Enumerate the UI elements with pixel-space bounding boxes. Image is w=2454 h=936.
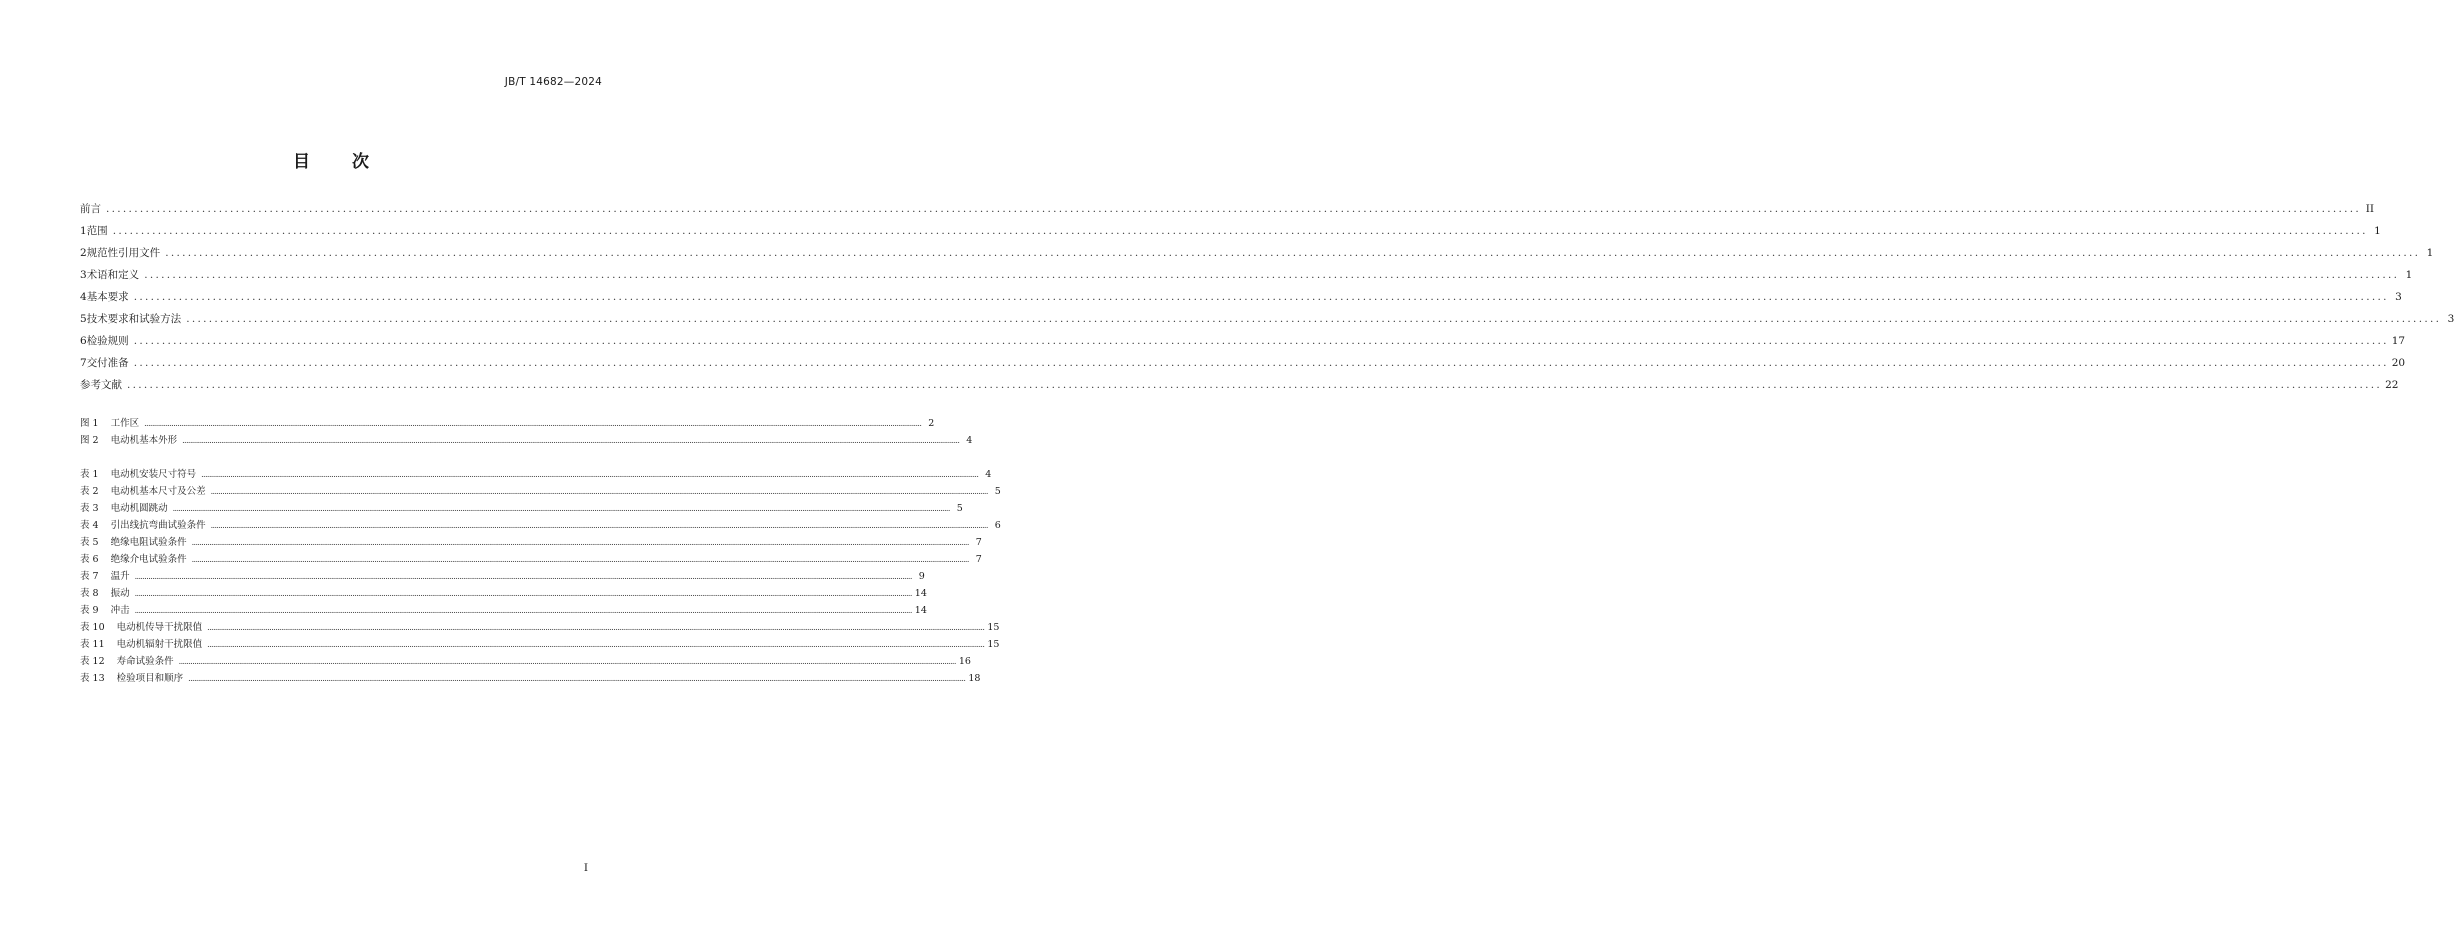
toc-entry-table-4[interactable] <box>80 517 1001 533</box>
toc-entry-label: 绝缘电阻试验条件 <box>110 537 187 548</box>
toc-entry-label: 范围 <box>86 225 108 237</box>
toc-entry-table-11[interactable] <box>80 636 1000 652</box>
toc-entry-label: 术语和定义 <box>86 269 140 281</box>
toc-entry-table-3[interactable] <box>80 500 963 516</box>
toc-entry-page: 15 <box>987 639 1000 650</box>
toc-entry-table-13[interactable] <box>80 670 981 686</box>
dot-leader: ................................................................................................................................................................................................................................................................................................................................................................................................................ <box>134 606 912 615</box>
toc-entry-page: 4 <box>966 435 973 446</box>
dot-leader: ................................................................................................................................................................................................................................................................................................................................................................................................................ <box>144 269 2400 281</box>
toc-entry-page: 5 <box>994 486 1001 497</box>
standard-code: JB/T 14682—2024 <box>504 76 602 88</box>
toc-entry-number: 表 3 <box>80 503 99 514</box>
toc-entry-number: 表 4 <box>80 520 99 531</box>
toc-entry-table-7[interactable] <box>80 568 925 584</box>
toc-entry-page: 18 <box>968 673 981 684</box>
toc-entry-table-2[interactable] <box>80 483 1001 499</box>
toc-entry-label: 前言 <box>80 203 101 215</box>
toc-entry-chapter-3[interactable] <box>80 267 2413 283</box>
toc-entry-page: 1 <box>2426 247 2434 259</box>
toc-entry-page: 1 <box>2374 225 2381 237</box>
toc-entry-number: 4 <box>80 291 87 303</box>
dot-leader: ................................................................................................................................................................................................................................................................................................................................................................................................................ <box>112 225 2368 237</box>
toc-entry-number: 6 <box>80 335 87 347</box>
toc-entry-page: 15 <box>987 622 1000 633</box>
toc-entry-number: 表 10 <box>80 622 105 633</box>
toc-entry-table-6[interactable] <box>80 551 982 567</box>
toc-entry-page: 5 <box>956 503 963 514</box>
toc-entry-number: 表 13 <box>80 673 105 684</box>
toc-entry-page: 14 <box>914 588 927 599</box>
dot-leader: ................................................................................................................................................................................................................................................................................................................................................................................................................ <box>134 589 912 598</box>
toc-entry-page: II <box>2365 203 2375 215</box>
dot-leader: ................................................................................................................................................................................................................................................................................................................................................................................................................ <box>201 470 979 479</box>
toc-entry-label: 参考文献 <box>80 379 122 391</box>
toc-entry-page: 4 <box>985 469 992 480</box>
toc-entry-number: 表 5 <box>80 537 99 548</box>
toc-entry-label: 冲击 <box>110 605 130 616</box>
toc-entry-page: 22 <box>2385 379 2399 391</box>
dot-leader: ................................................................................................................................................................................................................................................................................................................................................................................................................ <box>207 640 985 649</box>
dot-leader: ................................................................................................................................................................................................................................................................................................................................................................................................................ <box>133 335 2389 347</box>
toc-entry-page: 16 <box>958 656 971 667</box>
dot-leader: ................................................................................................................................................................................................................................................................................................................................................................................................................ <box>178 657 956 666</box>
toc-entry-label: 电动机安装尺寸符号 <box>110 469 197 480</box>
dot-leader: ................................................................................................................................................................................................................................................................................................................................................................................................................ <box>144 419 922 428</box>
toc-entry-number: 表 8 <box>80 588 99 599</box>
toc-title-char-1: 目 <box>293 152 311 172</box>
toc-entry-number: 图 2 <box>80 435 99 446</box>
page-number: I <box>583 862 588 874</box>
dot-leader: ................................................................................................................................................................................................................................................................................................................................................................................................................ <box>182 436 960 445</box>
toc-entry-table-1[interactable] <box>80 466 992 482</box>
dot-leader: ................................................................................................................................................................................................................................................................................................................................................................................................................ <box>134 572 912 581</box>
toc-entry-page: 7 <box>975 537 982 548</box>
toc-entry-page: 7 <box>975 554 982 565</box>
toc-entry-label: 基本要求 <box>86 291 129 303</box>
toc-entry-number: 图 1 <box>80 418 99 429</box>
toc-entry-chapter-4[interactable] <box>80 289 2402 305</box>
toc-title <box>0 147 662 172</box>
dot-leader: ................................................................................................................................................................................................................................................................................................................................................................................................................ <box>207 623 985 632</box>
toc-entry-table-5[interactable] <box>80 534 982 550</box>
dot-leader: ................................................................................................................................................................................................................................................................................................................................................................................................................ <box>210 521 988 530</box>
toc-entry-chapter-1[interactable] <box>80 223 2381 239</box>
toc-entry-label: 电动机传导干扰限值 <box>116 622 203 633</box>
toc-entry-figure-1[interactable] <box>80 415 935 431</box>
toc-entry-page: 3 <box>2447 313 2454 325</box>
dot-leader: ................................................................................................................................................................................................................................................................................................................................................................................................................ <box>133 291 2389 303</box>
toc-entry-number: 2 <box>80 247 87 259</box>
toc-entry-label: 引出线抗弯曲试验条件 <box>110 520 206 531</box>
toc-entry-chapter-7[interactable] <box>80 355 2406 371</box>
toc-entry-label: 电动机基本尺寸及公差 <box>110 486 206 497</box>
toc-entry-table-9[interactable] <box>80 602 927 618</box>
dot-leader: ................................................................................................................................................................................................................................................................................................................................................................................................................ <box>186 313 2442 325</box>
toc-entry-number: 表 7 <box>80 571 99 582</box>
toc-entry-page: 14 <box>914 605 927 616</box>
toc-entry-page: 2 <box>928 418 935 429</box>
dot-leader: ................................................................................................................................................................................................................................................................................................................................................................................................................ <box>172 504 950 513</box>
toc-entry-page: 1 <box>2405 269 2413 281</box>
toc-entry-label: 交付准备 <box>86 357 129 369</box>
toc-entry-number: 1 <box>80 225 87 237</box>
toc-entry-page: 17 <box>2391 335 2406 347</box>
toc-entry-chapter-5[interactable] <box>80 311 2454 327</box>
toc-entry-number: 表 11 <box>80 639 105 650</box>
dot-leader: ................................................................................................................................................................................................................................................................................................................................................................................................................ <box>165 247 2421 259</box>
toc-entry-chapter-2[interactable] <box>80 245 2434 261</box>
toc-title-char-2: 次 <box>351 152 369 172</box>
toc-entry-number: 表 1 <box>80 469 99 480</box>
toc-entry-page: 20 <box>2391 357 2406 369</box>
toc-entry-number: 表 9 <box>80 605 99 616</box>
dot-leader: ................................................................................................................................................................................................................................................................................................................................................................................................................ <box>191 538 969 547</box>
toc-entry-label: 电动机基本外形 <box>110 435 178 446</box>
toc-entry-chapter-6[interactable] <box>80 333 2406 349</box>
toc-entry-label: 电动机辐射干扰限值 <box>116 639 203 650</box>
toc-entry-label: 绝缘介电试验条件 <box>110 554 187 565</box>
toc-entry-label: 规范性引用文件 <box>86 247 161 259</box>
toc-entry-bibliography[interactable] <box>80 377 2399 393</box>
toc-entry-label: 检验规则 <box>86 335 129 347</box>
toc-entry-page: 9 <box>918 571 925 582</box>
toc-entry-number: 3 <box>80 269 87 281</box>
dot-leader: ................................................................................................................................................................................................................................................................................................................................................................................................................ <box>106 203 2362 215</box>
toc-entry-label: 振动 <box>110 588 130 599</box>
toc-entry-number: 表 6 <box>80 554 99 565</box>
toc-entry-page: 6 <box>994 520 1001 531</box>
dot-leader: ................................................................................................................................................................................................................................................................................................................................................................................................................ <box>133 357 2389 369</box>
toc-entry-figure-2[interactable] <box>80 432 973 448</box>
toc-entry-number: 表 2 <box>80 486 99 497</box>
toc-entry-number: 表 12 <box>80 656 105 667</box>
toc-entry-label: 寿命试验条件 <box>116 656 174 667</box>
toc-entry-label: 温升 <box>110 571 130 582</box>
dot-leader: ................................................................................................................................................................................................................................................................................................................................................................................................................ <box>188 674 966 683</box>
toc-entry-number: 7 <box>80 357 87 369</box>
toc-entry-table-12[interactable] <box>80 653 971 669</box>
toc-entry-number: 5 <box>80 313 87 325</box>
dot-leader: ................................................................................................................................................................................................................................................................................................................................................................................................................ <box>210 487 988 496</box>
toc-entry-foreword[interactable] <box>80 201 2375 217</box>
toc-entry-page: 3 <box>2395 291 2402 303</box>
toc-entry-label: 检验项目和顺序 <box>116 673 184 684</box>
toc-entry-table-8[interactable] <box>80 585 927 601</box>
toc-entry-label: 电动机圆跳动 <box>110 503 168 514</box>
toc-entry-table-10[interactable] <box>80 619 1000 635</box>
dot-leader: ................................................................................................................................................................................................................................................................................................................................................................................................................ <box>191 555 969 564</box>
toc-entry-label: 工作区 <box>110 418 140 429</box>
toc-entry-label: 技术要求和试验方法 <box>86 313 182 325</box>
dot-leader: ................................................................................................................................................................................................................................................................................................................................................................................................................ <box>127 379 2383 391</box>
